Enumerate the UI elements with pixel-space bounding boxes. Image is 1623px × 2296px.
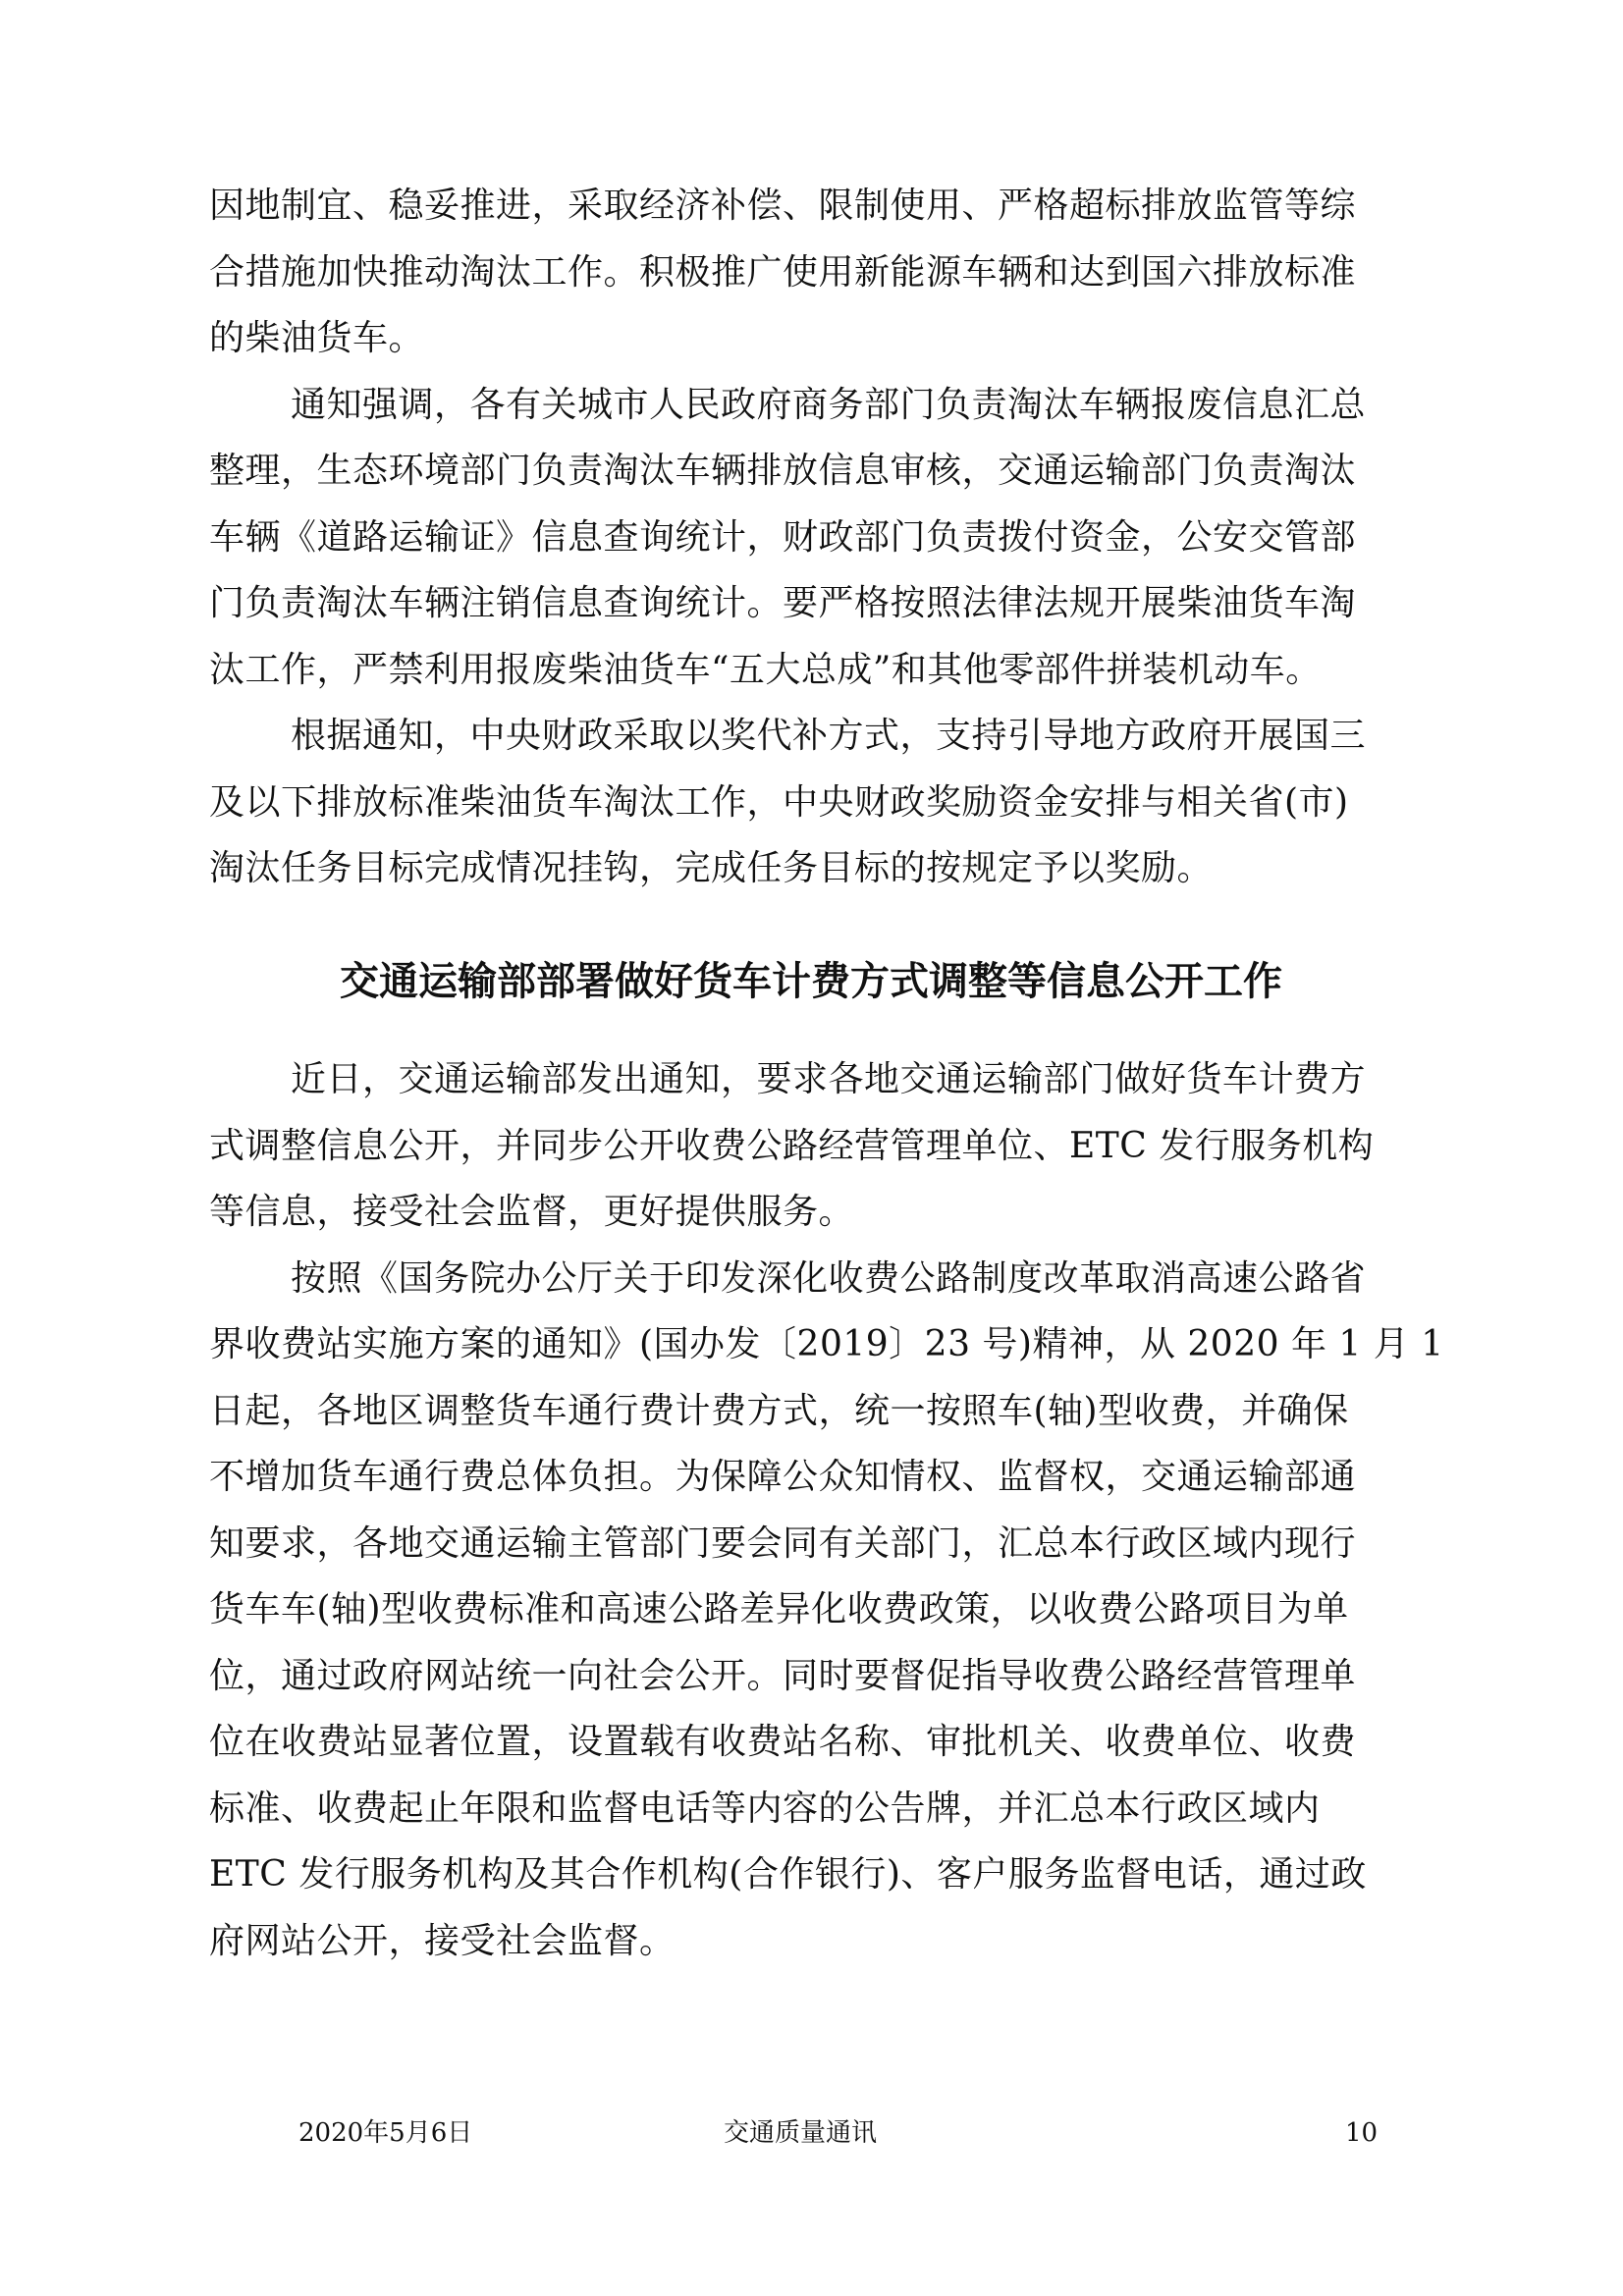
body-line: 位在收费站显著位置，设置载有收费站名称、审批机关、收费单位、收费 [209,1722,1357,1762]
section-heading: 交通运输部部署做好货车计费方式调整等信息公开工作 [340,959,1282,1004]
body-line: 日起，各地区调整货车通行费计费方式，统一按照车(轴)型收费，并确保 [209,1391,1349,1431]
body-line: 根据通知，中央财政采取以奖代补方式，支持引导地方政府开展国三 [291,716,1367,756]
body-line: 及以下排放标准柴油货车淘汰工作，中央财政奖励资金安排与相关省(市) [209,782,1349,823]
footer-page-number: 10 [1345,2118,1379,2148]
body-line: 通知强调，各有关城市人民政府商务部门负责淘汰车辆报废信息汇总 [291,385,1367,425]
body-line: 因地制宜、稳妥推进，采取经济补偿、限制使用、严格超标排放监管等综 [209,186,1357,226]
body-line: 的柴油货车。 [209,318,425,358]
body-line: 按照《国务院办公厅关于印发深化收费公路制度改革取消高速公路省 [291,1258,1367,1299]
body-line: ETC 发行服务机构及其合作机构(合作银行)、客户服务监督电话，通过政 [209,1854,1367,1895]
body-line: 货车车(轴)型收费标准和高速公路差异化收费政策，以收费公路项目为单 [209,1589,1349,1629]
body-line: 不增加货车通行费总体负担。为保障公众知情权、监督权，交通运输部通 [209,1457,1357,1497]
body-line: 界收费站实施方案的通知》(国办发〔2019〕23 号)精神，从 2020 年 1 月 1 [209,1324,1444,1364]
body-line: 等信息，接受社会监督，更好提供服务。 [209,1192,855,1232]
body-line: 门负责淘汰车辆注销信息查询统计。要严格按照法律法规开展柴油货车淘 [209,583,1357,623]
body-line: 淘汰任务目标完成情况挂钩，完成任务目标的按规定予以奖励。 [209,848,1214,888]
footer-publication: 交通质量通讯 [724,2118,878,2148]
body-line: 标准、收费起止年限和监督电话等内容的公告牌，并汇总本行政区域内 [209,1789,1321,1829]
body-line: 汰工作，严禁利用报废柴油货车“五大总成”和其他零部件拼装机动车。 [209,650,1322,690]
body-line: 知要求，各地交通运输主管部门要会同有关部门，汇总本行政区域内现行 [209,1523,1357,1564]
body-line: 式调整信息公开，并同步公开收费公路经营管理单位、ETC 发行服务机构 [209,1126,1375,1166]
body-line: 位，通过政府网站统一向社会公开。同时要督促指导收费公路经营管理单 [209,1656,1357,1696]
body-line: 整理，生态环境部门负责淘汰车辆排放信息审核，交通运输部门负责淘汰 [209,451,1357,491]
body-line: 合措施加快推动淘汰工作。积极推广使用新能源车辆和达到国六排放标准 [209,252,1357,293]
body-line: 车辆《道路运输证》信息查询统计，财政部门负责拨付资金，公安交管部 [209,517,1357,558]
body-line: 近日，交通运输部发出通知，要求各地交通运输部门做好货车计费方 [291,1059,1367,1099]
body-line: 府网站公开，接受社会监督。 [209,1921,676,1961]
footer-date: 2020年5月6日 [298,2118,473,2148]
